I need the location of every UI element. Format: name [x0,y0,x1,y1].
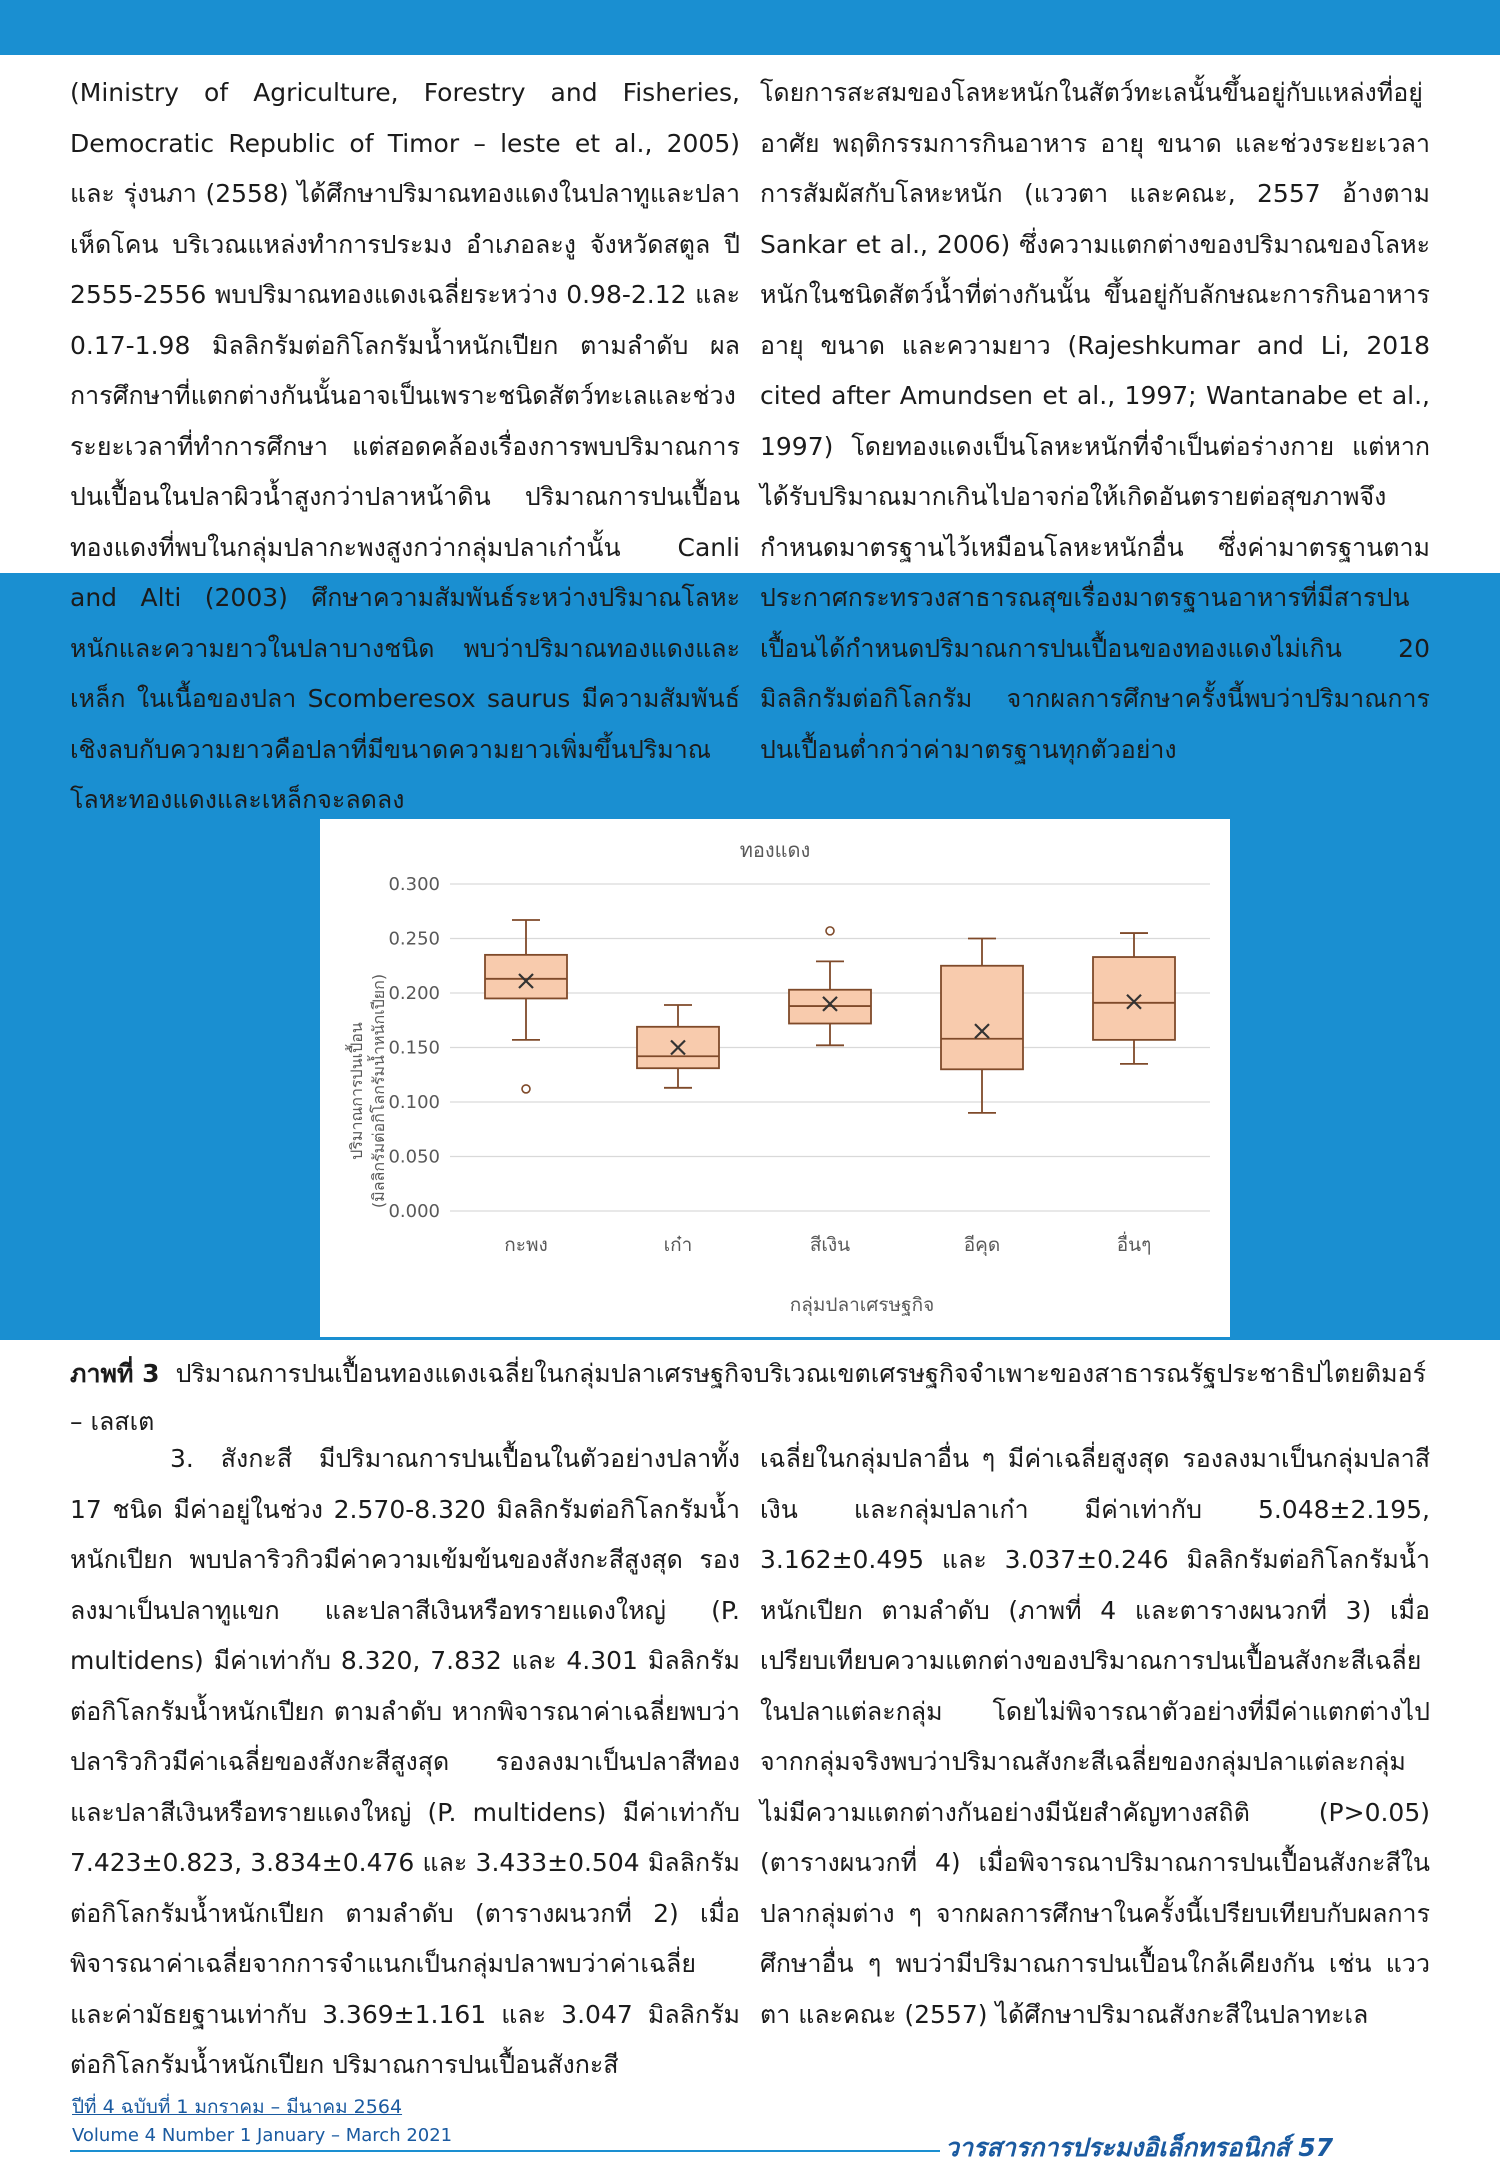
x-tick-label: สีเงิน [809,1234,851,1256]
footer-issue-th: ปีที่ 4 ฉบับที่ 1 มกราคม – มีนาคม 2564 [72,2096,403,2118]
journal-name: วารสารการประมงอิเล็กทรอนิกส์ [945,2133,1290,2162]
page-number: 57 [1298,2133,1334,2162]
paragraph: เฉลี่ยในกลุ่มปลาอื่น ๆ มีค่าเฉลี่ยสูงสุด รองลงมาเป็นกลุ่มปลาสีเงิน และกลุ่มปลาเก๋า มีค่าเท่ากับ 5.048±2.195, 3.162±0.495 และ 3.037±0.246 มิลลิกรัมต่อกิโลกรัมน้ำหนักเปียก ตามลำดับ (ภาพที่ 4 และตารางผนวกที่ 3) เมื่อเปรียบเทียบความแตกต่างของปริมาณการปนเปื้อนสังกะสีเฉลี่ยในปลาแต่ละกลุ่ม โดยไม่พิจารณาตัวอย่างที่มีค่าแตกต่างไปจากกลุ่มจริงพบว่าปริมาณสังกะสีเฉลี่ยของกลุ่มปลาแต่ละกลุ่มไม่มีความแตกต่างกันอย่างมีนัยสำคัญทางสถิติ (P>0.05) (ตารางผนวกที่ 4) เมื่อพิจารณาปริมาณการปนเปื้อนสังกะสีในปลากลุ่มต่าง ๆ จากผลการศึกษาในครั้งนี้เปรียบเทียบกับผลการศึกษาอื่น ๆ พบว่ามีปริมาณการปนเปื้อนใกล้เคียงกัน เช่น แววตา และคณะ (2557) ได้ศึกษาปริมาณสังกะสีในปลาทะเล [760,1444,1430,2029]
y-axis-label-line2: (มิลลิกรัมต่อกิโลกรัมน้ำหนักเปียก) [369,973,388,1209]
footer-issue-en: Volume 4 Number 1 January – March 2021 [72,2125,453,2146]
footer-journal [945,2128,1333,2168]
box-5 [1093,933,1175,1064]
outlier-point [826,927,834,935]
left-column-top [70,68,740,826]
paragraph: 3. สังกะสี มีปริมาณการปนเปื้อนในตัวอย่างปลาทั้ง 17 ชนิด มีค่าอยู่ในช่วง 2.570-8.320 มิลลิกรัมต่อกิโลกรัมน้ำหนักเปียก พบปลาริวกิวมีค่าความเข้มข้นของสังกะสีสูงสุด รองลงมาเป็นปลาทูแขก และปลาสีเงินหรือทรายแดงใหญ่ (P. multidens) มีค่าเท่ากับ 8.320, 7.832 และ 4.301 มิลลิกรัมต่อกิโลกรัมน้ำหนักเปียก ตามลำดับ หากพิจารณาค่าเฉลี่ยพบว่าปลาริวกิวมีค่าเฉลี่ยของสังกะสีสูงสุด รองลงมาเป็นปลาสีทอง และปลาสีเงินหรือทรายแดงใหญ่ (P. multidens) มีค่าเท่ากับ 7.423±0.823, 3.834±0.476 และ 3.433±0.504 มิลลิกรัมต่อกิโลกรัมน้ำหนักเปียก ตามลำดับ (ตารางผนวกที่ 2) เมื่อพิจารณาค่าเฉลี่ยจากการจำแนกเป็นกลุ่มปลาพบว่าค่าเฉลี่ยและค่ามัธยฐานเท่ากับ 3.369±1.161 และ 3.047 มิลลิกรัมต่อกิโลกรัมน้ำหนักเปียก ปริมาณการปนเปื้อนสังกะสี [70,1444,740,2079]
figure-caption-label: ภาพที่ 3 [70,1359,160,1388]
figure-chart [320,819,1230,1337]
x-tick-label: อีคุด [963,1234,1001,1256]
y-tick-label: 0.000 [388,1201,440,1222]
box-4 [941,939,1023,1113]
x-axis-label: กลุ่มปลาเศรษฐกิจ [789,1294,935,1316]
paragraph: โดยการสะสมของโลหะหนักในสัตว์ทะเลนั้นขึ้นอยู่กับแหล่งที่อยู่อาศัย พฤติกรรมการกินอาหาร อายุ ขนาด และช่วงระยะเวลาการสัมผัสกับโลหะหนัก (แววตา และคณะ, 2557 อ้างตาม Sankar et al., 2006) ซึ่งความแตกต่างของปริมาณของโลหะหนักในชนิดสัตว์น้ำที่ต่างกันนั้น ขึ้นอยู่กับลักษณะการกินอาหาร อายุ ขนาด และความยาว (Rajeshkumar and Li, 2018 cited after Amundsen et al., 1997; Wantanabe et al., 1997) โดยทองแดงเป็นโลหะหนักที่จำเป็นต่อร่างกาย แต่หากได้รับปริมาณมากเกินไปอาจก่อให้เกิดอันตรายต่อสุขภาพจึงกำหนดมาตรฐานไว้เหมือนโลหะหนักอื่น ซึ่งค่ามาตรฐานตามประกาศกระทรวงสาธารณสุขเรื่องมาตรฐานอาหารที่มีสารปนเปื้อนได้กำหนดปริมาณการปนเปื้อนของทองแดงไม่เกิน 20 มิลลิกรัมต่อกิโลกรัม จากผลการศึกษาครั้งนี้พบว่าปริมาณการปนเปื้อนต่ำกว่าค่ามาตรฐานทุกตัวอย่าง [760,78,1430,764]
paragraph: (Ministry of Agriculture, Forestry and Fisheries, Democratic Republic of Timor – leste et al., 2005) และ รุ่งนภา (2558) ได้ศึกษาปริมาณทองแดงในปลาทูและปลาเห็ดโคน บริเวณแหล่งทำการประมง อำเภอละงู จังหวัดสตูล ปี 2555-2556 พบปริมาณทองแดงเฉลี่ยระหว่าง 0.98-2.12 และ 0.17-1.98 มิลลิกรัมต่อกิโลกรัมน้ำหนักเปียก ตามลำดับ ผลการศึกษาที่แตกต่างกันนั้นอาจเป็นเพราะชนิดสัตว์ทะเลและช่วงระยะเวลาที่ทำการศึกษา แต่สอดคล้องเรื่องการพบปริมาณการปนเปื้อนในปลาผิวน้ำสูงกว่าปลาหน้าดิน ปริมาณการปนเปื้อนทองแดงที่พบในกลุ่มปลากะพงสูงกว่ากลุ่มปลาเก๋านั้น Canli and Alti (2003) ศึกษาความสัมพันธ์ระหว่างปริมาณโลหะหนักและความยาวในปลาบางชนิด พบว่าปริมาณทองแดงและเหล็ก ในเนื้อของปลา Scomberesox saurus มีความสัมพันธ์เชิงลบกับความยาวคือปลาที่มีขนาดความยาวเพิ่มขึ้นปริมาณโลหะทองแดงและเหล็กจะลดลง [70,78,740,814]
left-column-bottom [70,1434,740,2091]
figure-caption-text: ปริมาณการปนเปื้อนทองแดงเฉลี่ยในกลุ่มปลาเศรษฐกิจบริเวณเขตเศรษฐกิจจำเพาะของสาธารณรัฐประชาธิปไตยติมอร์ – เลสเต [70,1359,1427,1436]
y-tick-label: 0.050 [388,1146,440,1168]
box-2 [637,1005,719,1088]
y-tick-label: 0.300 [388,874,440,895]
box-iqr [1093,957,1175,1040]
x-tick-label: กะพง [504,1234,548,1256]
top-color-band [0,0,1500,55]
y-tick-label: 0.100 [388,1092,440,1113]
box-iqr [941,966,1023,1070]
figure-caption [70,1350,1430,1446]
y-tick-label: 0.250 [388,928,440,950]
y-tick-label: 0.150 [388,1037,440,1059]
box-iqr [485,955,567,999]
box-3 [789,927,871,1045]
y-tick-label: 0.200 [388,983,440,1004]
y-axis-label-line1: ปริมาณการปนเปื้อน [347,1022,366,1160]
outlier-point [522,1085,530,1093]
right-column-bottom [760,1434,1430,2040]
boxplot-chart [320,819,1230,1337]
x-tick-label: อื่นๆ [1116,1234,1152,1256]
chart-title: ทองแดง [739,838,811,862]
footer-rule [70,2150,940,2152]
right-column-top [760,68,1430,775]
x-tick-label: เก๋า [663,1234,693,1256]
box-1 [485,920,567,1093]
